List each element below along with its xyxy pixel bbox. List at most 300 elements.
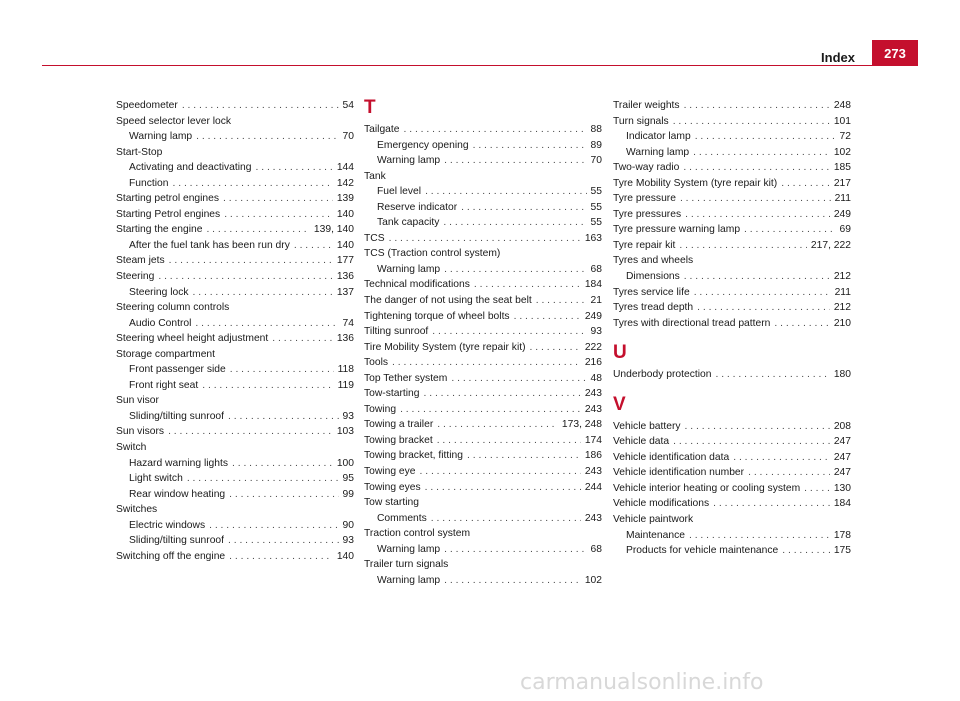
dot-leader [431, 511, 581, 527]
index-subentry [116, 487, 354, 503]
entry-page-number: 211 [834, 193, 851, 205]
entry-page-number: 208 [833, 420, 851, 432]
dot-leader [673, 434, 830, 450]
entry-page-number: 177 [336, 255, 354, 267]
dot-leader [202, 378, 333, 394]
entry-page-number: 90 [342, 519, 354, 531]
dot-leader [420, 464, 581, 480]
index-entry [364, 402, 602, 418]
entry-label: Two-way radio [613, 162, 680, 174]
index-heading: Tank [364, 170, 386, 182]
dot-leader [733, 450, 830, 466]
index-entry [613, 367, 851, 383]
dot-leader [182, 98, 339, 114]
entry-page-number: 70 [342, 131, 354, 143]
entry-page-number: 140 [336, 550, 354, 562]
entry-page-number: 68 [590, 263, 602, 275]
index-subentry [613, 528, 851, 544]
entry-label: Tyre pressures [613, 208, 682, 220]
index-column-1 [116, 98, 354, 564]
index-entry [364, 355, 602, 371]
dot-leader [272, 331, 333, 347]
entry-page-number: 175 [833, 545, 851, 557]
dot-leader [530, 340, 581, 356]
entry-label: Sun visors [116, 426, 165, 438]
dot-leader [689, 528, 830, 544]
index-entry [364, 371, 602, 387]
index-column-2 [364, 98, 602, 588]
entry-page-number: 54 [342, 100, 354, 111]
entry-label: Warning lamp [129, 131, 193, 143]
entry-page-number: 93 [590, 326, 602, 338]
dot-leader [256, 160, 333, 176]
index-entry [364, 324, 602, 340]
entry-label: Vehicle data [613, 436, 670, 448]
entry-label: Steam jets [116, 255, 165, 267]
entry-label: Hazard warning lights [129, 457, 229, 469]
index-entry [613, 434, 851, 450]
entry-page-number: 173, 248 [561, 419, 602, 431]
dot-leader [404, 122, 587, 138]
entry-page-number: 217, 222 [810, 239, 851, 251]
dot-leader [437, 433, 581, 449]
entry-label: Warning lamp [626, 146, 690, 158]
entry-label: Comments [377, 512, 427, 524]
entry-label: Tyre repair kit [613, 239, 676, 251]
entry-label: Vehicle identification data [613, 451, 730, 463]
index-subentry [364, 573, 602, 589]
entry-page-number: 217 [833, 177, 851, 189]
dot-leader [514, 309, 581, 325]
entry-page-number: 184 [833, 498, 851, 510]
entry-label: Towing bracket, fitting [364, 450, 464, 462]
index-entry [364, 309, 602, 325]
index-entry [364, 122, 602, 138]
dot-leader [536, 293, 587, 309]
entry-label: Audio Control [129, 317, 192, 329]
entry-page-number: 102 [833, 146, 851, 158]
index-heading: Traction control system [364, 528, 471, 540]
index-entry [364, 340, 602, 356]
dot-leader [424, 386, 581, 402]
entry-label: Tailgate [364, 124, 400, 135]
entry-label: Tools [364, 357, 389, 369]
dot-leader [169, 253, 333, 269]
dot-leader [685, 207, 830, 223]
index-letter-heading: U [613, 342, 627, 364]
dot-leader [294, 238, 333, 254]
entry-label: Towing [364, 403, 397, 415]
index-entry [364, 448, 602, 464]
entry-label: Dimensions [626, 271, 680, 283]
index-entry [613, 160, 851, 176]
dot-leader [425, 184, 586, 200]
entry-page-number: 102 [584, 574, 602, 586]
entry-label: Vehicle modifications [613, 498, 710, 510]
entry-page-number: 74 [342, 317, 354, 329]
index-subentry [116, 409, 354, 425]
dot-leader [673, 114, 830, 130]
entry-label: Tire Mobility System (tyre repair kit) [364, 341, 526, 353]
dot-leader [223, 191, 333, 207]
dot-leader [168, 424, 333, 440]
entry-label: Towing a trailer [364, 419, 434, 431]
index-heading: Trailer turn signals [364, 559, 449, 571]
dot-leader [693, 145, 830, 161]
entry-page-number: 140 [336, 208, 354, 220]
entry-page-number: 243 [584, 388, 602, 400]
dot-leader [444, 153, 586, 169]
entry-page-number: 174 [584, 434, 602, 446]
index-entry [613, 496, 851, 512]
dot-leader [684, 98, 830, 114]
entry-label: Technical modifications [364, 279, 470, 291]
index-entry [613, 465, 851, 481]
entry-label: Towing eyes [364, 481, 421, 493]
index-subentry [364, 153, 602, 169]
index-entry [613, 176, 851, 192]
entry-page-number: 211 [834, 286, 851, 298]
dot-leader [193, 285, 333, 301]
entry-page-number: 139 [336, 193, 354, 205]
index-entry [364, 417, 602, 433]
index-subentry [364, 542, 602, 558]
entry-label: Starting Petrol engines [116, 208, 221, 220]
dot-leader [196, 129, 338, 145]
index-subentry [613, 129, 851, 145]
entry-page-number: 142 [336, 177, 354, 189]
entry-label: Electric windows [129, 519, 206, 531]
entry-label: Light switch [129, 473, 183, 485]
entry-label: Fuel level [377, 186, 422, 198]
entry-page-number: 243 [584, 403, 602, 415]
entry-page-number: 186 [584, 450, 602, 462]
entry-page-number: 247 [833, 436, 851, 448]
entry-label: Tightening torque of wheel bolts [364, 310, 510, 322]
index-entry [116, 269, 354, 285]
index-subentry [613, 269, 851, 285]
entry-label: Switching off the engine [116, 550, 226, 562]
entry-page-number: 70 [590, 155, 602, 167]
index-entry [364, 277, 602, 293]
index-entry [613, 285, 851, 301]
entry-page-number: 137 [336, 286, 354, 298]
index-entry [116, 549, 354, 565]
entry-page-number: 99 [342, 488, 354, 500]
index-letter-heading: T [364, 97, 376, 118]
dot-leader [389, 231, 581, 247]
index-heading: Storage compartment [116, 348, 216, 360]
dot-leader [229, 487, 338, 503]
entry-label: Rear window heating [129, 488, 226, 500]
entry-page-number: 136 [336, 271, 354, 283]
dot-leader [684, 269, 830, 285]
entry-page-number: 69 [839, 224, 851, 236]
dot-leader [467, 448, 581, 464]
entry-label: Front passenger side [129, 364, 226, 376]
dot-leader [232, 456, 333, 472]
entry-label: Starting the engine [116, 224, 203, 236]
index-entry [116, 253, 354, 269]
index-subentry [364, 215, 602, 231]
index-subentry [364, 200, 602, 216]
entry-page-number: 21 [590, 295, 602, 307]
dot-leader [697, 300, 830, 316]
entry-page-number: 93 [342, 535, 354, 547]
index-subentry [116, 456, 354, 472]
index-entry [613, 316, 851, 332]
entry-page-number: 180 [833, 369, 851, 381]
index-entry [364, 386, 602, 402]
index-entry [613, 114, 851, 130]
dot-leader [744, 222, 835, 238]
entry-label: Vehicle battery [613, 420, 681, 432]
dot-leader [473, 138, 587, 154]
index-entry [364, 464, 602, 480]
dot-leader [229, 549, 333, 565]
entry-label: Reserve indicator [377, 201, 458, 213]
entry-page-number: 184 [584, 279, 602, 291]
index-entry [116, 424, 354, 440]
index-heading: Sun visor [116, 395, 159, 407]
entry-page-number: 93 [342, 410, 354, 422]
entry-page-number: 244 [584, 481, 602, 493]
entry-label: Starting petrol engines [116, 193, 220, 205]
entry-label: Sliding/tilting sunroof [129, 535, 225, 547]
entry-label: Steering wheel height adjustment [116, 333, 269, 345]
index-subentry [613, 543, 851, 559]
index-entry [364, 231, 602, 247]
entry-label: Speedometer [116, 100, 178, 111]
dot-leader [195, 316, 338, 332]
entry-page-number: 247 [833, 467, 851, 479]
index-subentry [116, 176, 354, 192]
entry-label: Activating and deactivating [129, 162, 252, 174]
entry-page-number: 212 [833, 271, 851, 283]
index-heading: Start-Stop [116, 146, 163, 158]
entry-page-number: 163 [584, 232, 602, 244]
index-heading: Tyres and wheels [613, 255, 694, 267]
index-subentry [364, 262, 602, 278]
index-entry [116, 222, 354, 238]
index-heading: Vehicle paintwork [613, 514, 694, 526]
entry-label: Tyres with directional tread pattern [613, 317, 771, 329]
entry-label: Tank capacity [377, 217, 440, 229]
entry-label: Tyres service life [613, 286, 690, 298]
dot-leader [781, 176, 830, 192]
dot-leader [158, 269, 332, 285]
entry-page-number: 247 [833, 451, 851, 463]
entry-page-number: 130 [833, 482, 851, 494]
index-entry [364, 293, 602, 309]
entry-label: Vehicle interior heating or cooling system [613, 482, 801, 494]
dot-leader [444, 573, 581, 589]
index-entry [613, 191, 851, 207]
entry-page-number: 249 [833, 208, 851, 220]
index-subentry [364, 184, 602, 200]
index-entry [613, 419, 851, 435]
page-number-box [872, 40, 918, 66]
entry-page-number: 55 [590, 217, 602, 229]
dot-leader [173, 176, 333, 192]
index-entry [116, 207, 354, 223]
index-subentry [364, 511, 602, 527]
entry-page-number: 55 [590, 201, 602, 213]
entry-page-number: 48 [590, 372, 602, 384]
entry-page-number: 136 [336, 333, 354, 345]
entry-page-number: 222 [584, 341, 602, 353]
dot-leader [444, 262, 586, 278]
index-subentry [116, 378, 354, 394]
index-subentry [613, 145, 851, 161]
entry-label: Top Tether system [364, 372, 448, 384]
index-heading: Switches [116, 504, 158, 516]
entry-label: Vehicle identification number [613, 467, 745, 479]
entry-label: Turn signals [613, 115, 669, 127]
index-entry [613, 98, 851, 114]
index-subentry [116, 316, 354, 332]
dot-leader [432, 324, 586, 340]
entry-label: Tyre Mobility System (tyre repair kit) [613, 177, 778, 189]
index-entry [116, 331, 354, 347]
entry-page-number: 140 [336, 239, 354, 251]
index-entry [364, 433, 602, 449]
index-heading: Switch [116, 442, 147, 454]
dot-leader [474, 277, 581, 293]
entry-page-number: 103 [336, 426, 354, 438]
entry-label: Function [129, 177, 169, 189]
dot-leader [782, 543, 830, 559]
entry-label: Warning lamp [377, 155, 441, 167]
dot-leader [683, 160, 829, 176]
entry-page-number: 212 [833, 302, 851, 314]
index-heading: Steering column controls [116, 302, 230, 314]
entry-label: Towing eye [364, 466, 416, 478]
header-rule [42, 65, 918, 66]
entry-label: Tyre pressure warning lamp [613, 224, 741, 236]
index-entry [364, 480, 602, 496]
entry-label: After the fuel tank has been run dry [129, 239, 290, 251]
entry-label: Steering lock [129, 286, 189, 298]
index-subentry [364, 138, 602, 154]
dot-leader [774, 316, 829, 332]
entry-label: Front right seat [129, 379, 199, 391]
entry-page-number: 100 [336, 457, 354, 469]
dot-leader [804, 481, 830, 497]
entry-page-number: 249 [584, 310, 602, 322]
entry-page-number: 88 [590, 124, 602, 135]
index-entry [613, 481, 851, 497]
index-subentry [116, 160, 354, 176]
index-entry [116, 191, 354, 207]
dot-leader [695, 129, 836, 145]
dot-leader [461, 200, 586, 216]
entry-label: Towing bracket [364, 434, 433, 446]
entry-label: Underbody protection [613, 369, 712, 381]
dot-leader [425, 480, 581, 496]
entry-page-number: 178 [833, 529, 851, 541]
entry-page-number: 144 [336, 162, 354, 174]
entry-page-number: 216 [584, 357, 602, 369]
entry-page-number: 243 [584, 512, 602, 524]
index-entry [613, 238, 851, 254]
dot-leader [451, 371, 586, 387]
section-title: Index [821, 50, 855, 65]
index-column-3 [613, 98, 851, 559]
entry-page-number: 101 [833, 115, 851, 127]
dot-leader [187, 471, 339, 487]
entry-label: Tyre pressure [613, 193, 676, 205]
entry-label: Warning lamp [377, 574, 441, 586]
dot-leader [748, 465, 830, 481]
index-heading: Tow starting [364, 497, 419, 509]
entry-page-number: 119 [337, 379, 354, 391]
entry-label: Indicator lamp [626, 131, 691, 143]
entry-label: Emergency opening [377, 139, 469, 151]
watermark: carmanualsonline.info [520, 670, 764, 695]
index-letter-heading: V [613, 393, 626, 415]
index-subentry [116, 362, 354, 378]
index-entry [613, 222, 851, 238]
dot-leader [228, 409, 339, 425]
dot-leader [444, 542, 586, 558]
entry-label: Sliding/tilting sunroof [129, 410, 225, 422]
page-number: 273 [884, 45, 906, 61]
index-subentry [116, 238, 354, 254]
entry-page-number: 55 [590, 186, 602, 198]
entry-label: Warning lamp [377, 543, 441, 555]
index-entry [613, 450, 851, 466]
entry-label: TCS [364, 232, 385, 244]
entry-page-number: 185 [833, 162, 851, 174]
index-entry [613, 300, 851, 316]
entry-label: Tow-starting [364, 388, 420, 400]
entry-label: Maintenance [626, 529, 685, 541]
dot-leader [224, 207, 333, 223]
dot-leader [400, 402, 581, 418]
entry-label: Warning lamp [377, 263, 441, 275]
index-heading: TCS (Traction control system) [364, 248, 501, 260]
entry-label: Steering [116, 271, 155, 283]
entry-page-number: 89 [590, 139, 602, 151]
dot-leader [209, 518, 338, 534]
index-subentry [116, 518, 354, 534]
dot-leader [443, 215, 586, 231]
entry-page-number: 118 [337, 364, 354, 376]
dot-leader [680, 191, 831, 207]
dot-leader [392, 355, 581, 371]
entry-page-number: 243 [584, 466, 602, 478]
index-entry [116, 98, 354, 114]
entry-label: Trailer weights [613, 100, 680, 111]
entry-label: Products for vehicle maintenance [626, 545, 779, 557]
entry-page-number: 68 [590, 543, 602, 555]
dot-leader [694, 285, 831, 301]
index-subentry [116, 129, 354, 145]
dot-leader [228, 533, 339, 549]
dot-leader [679, 238, 807, 254]
entry-page-number: 95 [342, 473, 354, 485]
dot-leader [713, 496, 830, 512]
entry-page-number: 248 [833, 100, 851, 111]
index-subentry [116, 285, 354, 301]
index-subentry [116, 471, 354, 487]
dot-leader [206, 222, 309, 238]
index-subentry [116, 533, 354, 549]
dot-leader [230, 362, 334, 378]
dot-leader [685, 419, 830, 435]
dot-leader [715, 367, 829, 383]
